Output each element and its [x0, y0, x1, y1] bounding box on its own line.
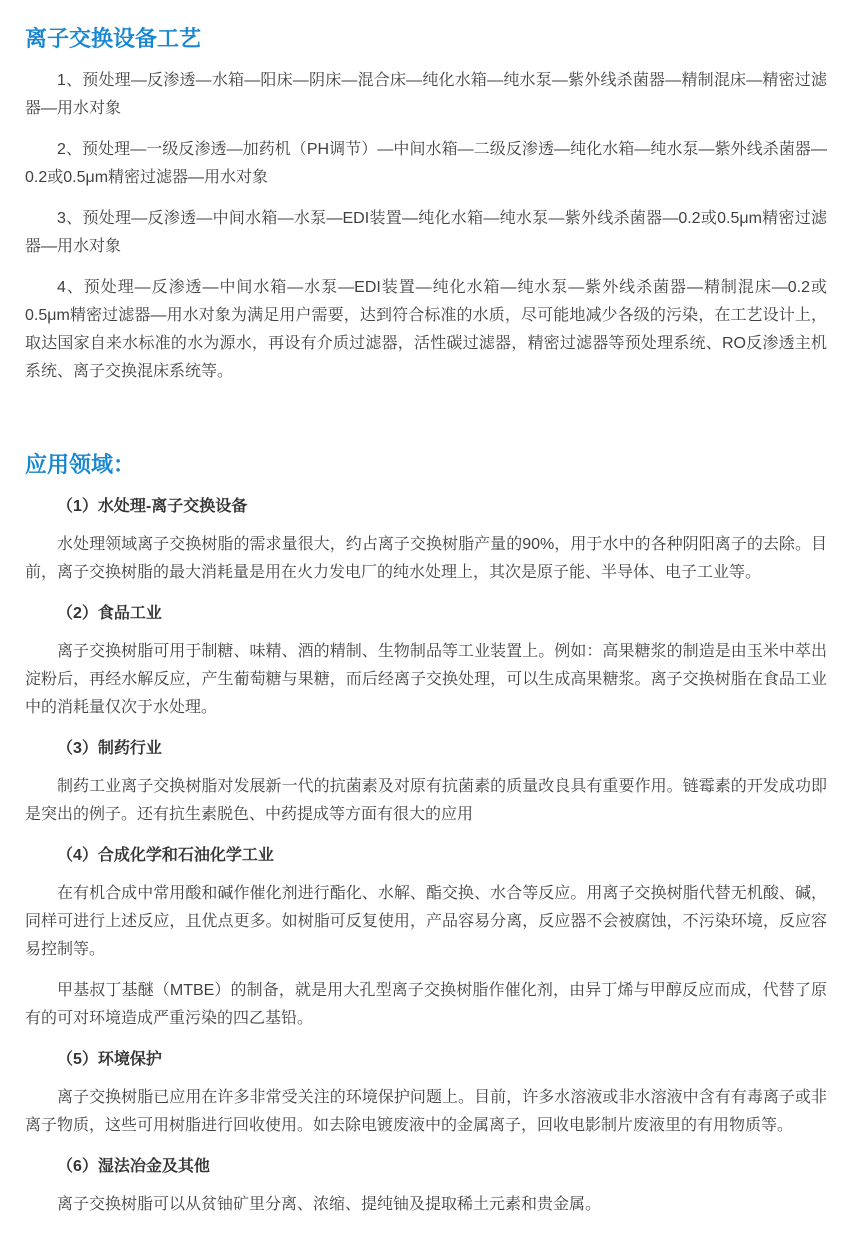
application-item-paragraph: 离子交换树脂已应用在许多非常受关注的环境保护问题上。目前，许多水溶液或非水溶液中含有有毒离子或非离子物质，这些可用树脂进行回收使用。如去除电镀废液中的金属离子，回收电影制片废液里的有用物质等。 [25, 1089, 827, 1134]
application-item-list [25, 496, 827, 1219]
application-item-paragraph: 制药工业离子交换树脂对发展新一代的抗菌素及对原有抗菌素的质量改良具有重要作用。链霉素的开发成功即是突出的例子。还有抗生素脱色、中药提成等方面有很大的应用 [25, 778, 827, 823]
application-item-heading: （6）湿法冶金及其他 [57, 1158, 210, 1175]
application-section-title: 应用领域： [25, 452, 136, 477]
process-section-title: 离子交换设备工艺 [25, 26, 202, 51]
application-item-heading: （5）环境保护 [57, 1051, 162, 1068]
application-item-heading: （4）合成化学和石油化学工业 [57, 847, 274, 864]
application-item-paragraph: 甲基叔丁基醚（MTBE）的制备，就是用大孔型离子交换树脂作催化剂，由异丁烯与甲醇反应而成，代替了原有的可对环境造成严重污染的四乙基铅。 [25, 982, 827, 1027]
application-item-paragraph: 离子交换树脂可以从贫铀矿里分离、浓缩、提纯铀及提取稀土元素和贵金属。 [57, 1196, 602, 1213]
application-item-heading: （3）制药行业 [57, 740, 162, 757]
process-step-paragraph: 4、预处理—反渗透—中间水箱—水泵—EDI装置—纯化水箱—纯水泵—紫外线杀菌器—精制混床—0.2或0.5μm精密过滤器—用水对象为满足用户需要，达到符合标准的水质，尽可能地减少各级的污染，在工艺设计上，取达国家自来水标准的水为源水，再设有介质过滤器，活性碳过滤器，精密过滤器等预处理系统、RO反渗透主机系统、离子交换混床系统等。 [25, 279, 827, 380]
application-item-heading: （2）食品工业 [57, 605, 162, 622]
application-item-paragraph: 水处理领域离子交换树脂的需求量很大，约占离子交换树脂产量的90%，用于水中的各种阴阳离子的去除。目前，离子交换树脂的最大消耗量是用在火力发电厂的纯水处理上，其次是原子能、半导体、电子工业等。 [25, 536, 827, 581]
process-step-paragraph: 3、预处理—反渗透—中间水箱—水泵—EDI装置—纯化水箱—纯水泵—紫外线杀菌器—0.2或0.5μm精密过滤器—用水对象 [25, 210, 827, 255]
process-step-paragraph: 1、预处理—反渗透—水箱—阳床—阴床—混合床—纯化水箱—纯水泵—紫外线杀菌器—精制混床—精密过滤器—用水对象 [25, 72, 827, 117]
application-item-paragraph: 在有机合成中常用酸和碱作催化剂进行酯化、水解、酯交换、水合等反应。用离子交换树脂代替无机酸、碱，同样可进行上述反应，且优点更多。如树脂可反复使用，产品容易分离，反应器不会被腐蚀，不污染环境，反应容易控制等。 [25, 885, 827, 958]
application-item-paragraph: 离子交换树脂可用于制糖、味精、酒的精制、生物制品等工业装置上。例如：高果糖浆的制造是由玉米中萃出淀粉后，再经水解反应，产生葡萄糖与果糖，而后经离子交换处理，可以生成高果糖浆。离子交换树脂在食品工业中的消耗量仅次于水处理。 [25, 643, 827, 716]
process-paragraph-list [25, 67, 827, 386]
application-item-heading: （1）水处理-离子交换设备 [57, 498, 248, 515]
process-step-paragraph: 2、预处理—一级反渗透—加药机（PH调节）—中间水箱—二级反渗透—纯化水箱—纯水泵—紫外线杀菌器—0.2或0.5μm精密过滤器—用水对象 [25, 141, 827, 186]
